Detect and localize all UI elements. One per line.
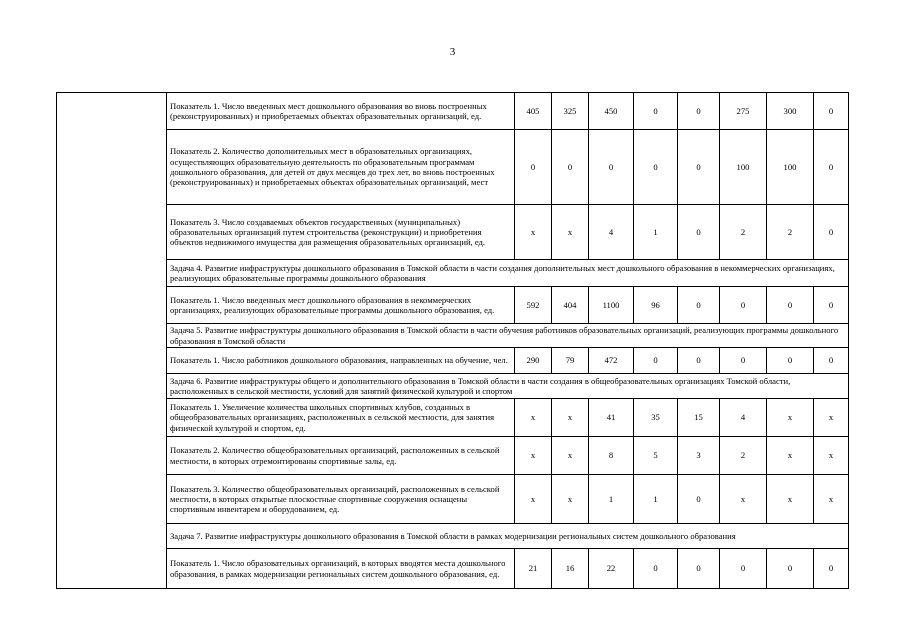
indicator-value: 16 xyxy=(552,549,589,589)
indicator-value: 0 xyxy=(634,130,678,205)
indicator-value: 3 xyxy=(678,437,720,475)
indicator-value: 2 xyxy=(720,205,767,260)
indicator-value: 0 xyxy=(678,130,720,205)
indicator-value: 22 xyxy=(589,549,634,589)
indicator-label: Показатель 2. Количество дополнительных мест в образовательных организациях, осуществляющих образовательную деятельность по образовательным программам дошкольного образования, для детей от двух месяцев до трех лет, во вновь построенных (реконструированных) и приобретаемых объектах образовательных организаций, мест xyxy=(167,130,515,205)
blank-left-column xyxy=(57,93,167,589)
indicator-row xyxy=(57,130,849,205)
indicator-label: Показатель 3. Число создаваемых объектов государственных (муниципальных) образовательных организаций путем строительства (реконструкции) и приобретения объектов недвижимого имущества для размещения образовательных организаций, ед. xyxy=(167,205,515,260)
indicator-value: 0 xyxy=(634,549,678,589)
indicator-value: 0 xyxy=(589,130,634,205)
indicator-value: 0 xyxy=(814,130,849,205)
indicator-label: Показатель 2. Количество общеобразовательных организаций, расположенных в сельской местности, в которых отремонтированы спортивные залы, ед. xyxy=(167,437,515,475)
indicator-value: 0 xyxy=(767,549,814,589)
indicator-value: 96 xyxy=(634,287,678,324)
indicator-row xyxy=(57,399,849,437)
indicator-value: x xyxy=(814,475,849,524)
indicator-value: 1 xyxy=(634,205,678,260)
indicator-value: 0 xyxy=(814,93,849,130)
task-title: Задача 6. Развитие инфраструктуры общего и дополнительного образования в Томской области в части создания в общеобразовательных организациях Томской области, расположенных в сельской местности, условий для занятий физической культурой и спортом xyxy=(167,374,849,399)
indicator-value: 21 xyxy=(515,549,552,589)
indicator-value: 0 xyxy=(634,93,678,130)
indicator-value: 0 xyxy=(678,205,720,260)
indicator-value: 0 xyxy=(814,205,849,260)
indicator-value: x xyxy=(767,475,814,524)
indicator-value: 0 xyxy=(720,549,767,589)
indicator-value: x xyxy=(814,399,849,437)
task-title: Задача 5. Развитие инфраструктуры дошкольного образования в Томской области в части обучения работников образовательных организаций, реализующих программы дошкольного образования в Томской области xyxy=(167,324,849,348)
indicator-row xyxy=(57,93,849,130)
indicator-value: 0 xyxy=(678,287,720,324)
task-row xyxy=(57,324,849,348)
indicator-value: 0 xyxy=(720,287,767,324)
indicator-value: 1 xyxy=(589,475,634,524)
task-row xyxy=(57,260,849,287)
indicator-value: 100 xyxy=(720,130,767,205)
indicator-value: 300 xyxy=(767,93,814,130)
indicator-value: 0 xyxy=(678,93,720,130)
indicator-value: 275 xyxy=(720,93,767,130)
indicator-label: Показатель 1. Число введенных мест дошкольного образования в некоммерческих организациях, реализующих образовательные программы дошкольного образования, ед. xyxy=(167,287,515,324)
indicator-value: 0 xyxy=(814,549,849,589)
indicator-value: 0 xyxy=(678,348,720,374)
indicator-value: 450 xyxy=(589,93,634,130)
indicator-value: x xyxy=(552,475,589,524)
indicator-value: x xyxy=(552,205,589,260)
indicator-value: 0 xyxy=(634,348,678,374)
indicator-row xyxy=(57,205,849,260)
indicator-value: x xyxy=(767,399,814,437)
indicator-row xyxy=(57,475,849,524)
task-row xyxy=(57,374,849,399)
indicator-value: 0 xyxy=(814,348,849,374)
indicator-value: 290 xyxy=(515,348,552,374)
indicator-value: x xyxy=(515,399,552,437)
indicator-row xyxy=(57,437,849,475)
task-row xyxy=(57,524,849,549)
indicator-value: 325 xyxy=(552,93,589,130)
indicator-value: 592 xyxy=(515,287,552,324)
indicator-value: 0 xyxy=(515,130,552,205)
indicator-value: x xyxy=(515,475,552,524)
indicator-value: 41 xyxy=(589,399,634,437)
indicator-value: 8 xyxy=(589,437,634,475)
indicator-row xyxy=(57,549,849,589)
indicator-value: 79 xyxy=(552,348,589,374)
indicator-value: 0 xyxy=(814,287,849,324)
indicator-value: 0 xyxy=(678,475,720,524)
indicator-value: x xyxy=(515,437,552,475)
indicator-value: x xyxy=(552,399,589,437)
indicator-label: Показатель 3. Количество общеобразовательных организаций, расположенных в сельской местности, в которых открытые плоскостные спортивные сооружения оснащены спортивным инвентарем и оборудованием, ед. xyxy=(167,475,515,524)
indicator-value: 1100 xyxy=(589,287,634,324)
indicator-label: Показатель 1. Число образовательных организаций, в которых вводятся места дошкольного образования, в рамках модернизации региональных систем дошкольного образования, ед. xyxy=(167,549,515,589)
indicator-value: 4 xyxy=(720,399,767,437)
indicator-value: 0 xyxy=(552,130,589,205)
indicator-value: 2 xyxy=(720,437,767,475)
indicator-value: 15 xyxy=(678,399,720,437)
indicator-value: x xyxy=(767,437,814,475)
indicator-row xyxy=(57,287,849,324)
indicator-value: x xyxy=(814,437,849,475)
indicator-value: x xyxy=(720,475,767,524)
indicator-value: 2 xyxy=(767,205,814,260)
task-title: Задача 4. Развитие инфраструктуры дошкольного образования в Томской области в части создания дополнительных мест дошкольного образования в некоммерческих организациях, реализующих образовательные программы дошкольного образования xyxy=(167,260,849,287)
indicator-value: 100 xyxy=(767,130,814,205)
indicators-table xyxy=(56,92,849,589)
indicator-value: 5 xyxy=(634,437,678,475)
indicator-value: 0 xyxy=(767,348,814,374)
task-title: Задача 7. Развитие инфраструктуры дошкольного образования в Томской области в рамках модернизации региональных систем дошкольного образования xyxy=(167,524,849,549)
indicator-value: 472 xyxy=(589,348,634,374)
indicator-row xyxy=(57,348,849,374)
indicator-value: x xyxy=(515,205,552,260)
indicator-value: x xyxy=(552,437,589,475)
indicator-value: 0 xyxy=(720,348,767,374)
indicator-value: 0 xyxy=(678,549,720,589)
indicator-label: Показатель 1. Число работников дошкольного образования, направленных на обучение, чел. xyxy=(167,348,515,374)
page-number: 3 xyxy=(449,46,456,58)
indicator-value: 404 xyxy=(552,287,589,324)
indicator-value: 405 xyxy=(515,93,552,130)
indicator-value: 1 xyxy=(634,475,678,524)
indicator-label: Показатель 1. Увеличение количества школьных спортивных клубов, созданных в общеобразовательных организациях, расположенных в сельской местности, для занятия физической культурой и спортом, ед. xyxy=(167,399,515,437)
indicator-value: 35 xyxy=(634,399,678,437)
indicator-value: 4 xyxy=(589,205,634,260)
indicator-label: Показатель 1. Число введенных мест дошкольного образования во вновь построенных (реконструированных) и приобретаемых объектах образовательных организаций, ед. xyxy=(167,93,515,130)
indicator-value: 0 xyxy=(767,287,814,324)
